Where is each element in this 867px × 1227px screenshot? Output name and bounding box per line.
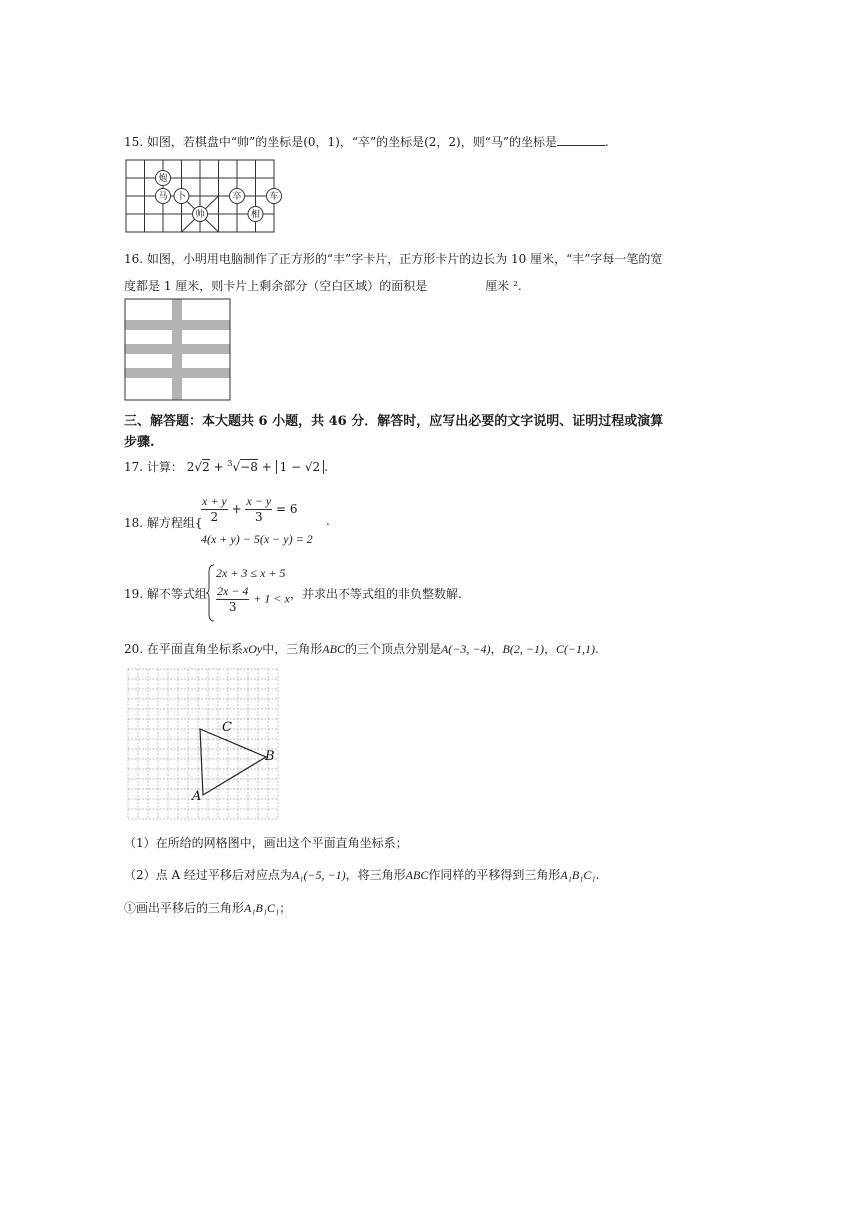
q20-sub2: （2）点 A 经过平移后对应点为A₁(−5, −1)，将三角形ABC作同样的平移得到三角形A₁B₁C₁.	[124, 868, 600, 882]
q19-tail: ，并求出不等式组的非负整数解.	[290, 587, 462, 601]
piece-xiang-label: 相	[250, 210, 261, 220]
piece-shuai-label: 帅	[195, 210, 205, 220]
q18-eq1: $\frac{x + y}{2}$ + $\frac{x - y}{3}$ = 6	[202, 494, 298, 524]
vertex-label-a: A	[192, 789, 202, 804]
q19-ineq2: $\frac{2x - 4}{3}$ + 1 < x	[217, 584, 290, 614]
feng-stroke-vertical	[172, 299, 182, 400]
piece-ju-label: 车	[269, 192, 279, 202]
q15-text: 15. 如图，若棋盘中“帅”的坐标是(0，1)，“卒”的坐标是(2，2)，则“马”的坐标是 .	[124, 135, 609, 149]
q17-text: 17. 计算： 2√2 + $^3$√−8 + 1 − √2 .	[124, 459, 329, 474]
feng-card-figure	[124, 298, 232, 402]
piece-zu-label: 卒	[232, 192, 242, 202]
section3-heading-line2: 步骤.	[124, 435, 155, 450]
q18-tail: .	[326, 514, 330, 528]
q19-ineq1: 2x + 3 ≤ x + 5	[216, 566, 286, 580]
piece-pawn-label: 卜	[176, 192, 187, 202]
q20-grid-figure	[127, 668, 279, 822]
q20-sub1: （1）在所给的网格图中，画出这个平面直角坐标系；	[124, 836, 408, 850]
q20-stem: 20. 在平面直角坐标系xOy中，三角形ABC的三个顶点分别是A(−3, −4)，B(2, −1)，C(−1,1).	[124, 642, 599, 656]
q16-line2: 度都是 1 厘米，则卡片上剩余部分（空白区域）的面积是 厘米 ².	[124, 279, 522, 293]
chessboard-figure	[125, 159, 277, 235]
q16-line1: 16. 如图，小明用电脑制作了正方形的“丰”字卡片，正方形卡片的边长为 10 厘米，“丰”字每一笔的宽	[124, 252, 663, 266]
q19-label: 19. 解不等式组	[124, 587, 207, 601]
q18-eq2: 4(x + y) − 5(x − y) = 2	[201, 532, 313, 546]
vertex-label-c: C	[222, 720, 232, 735]
q19-brace	[206, 564, 216, 622]
piece-ma-label: 马	[158, 192, 168, 202]
q18-label: 18. 解方程组{	[124, 516, 203, 530]
piece-pao-label: 炮	[158, 174, 168, 184]
q15-answer-blank[interactable]	[557, 134, 605, 146]
vertex-label-b: B	[265, 749, 275, 764]
q20-sub3: ①画出平移后的三角形A₁B₁C₁；	[124, 901, 292, 915]
section3-heading-line1: 三、解答题：本大题共 6 小题，共 46 分．解答时，应写出必要的文字说明、证明过程或演算	[124, 414, 664, 429]
